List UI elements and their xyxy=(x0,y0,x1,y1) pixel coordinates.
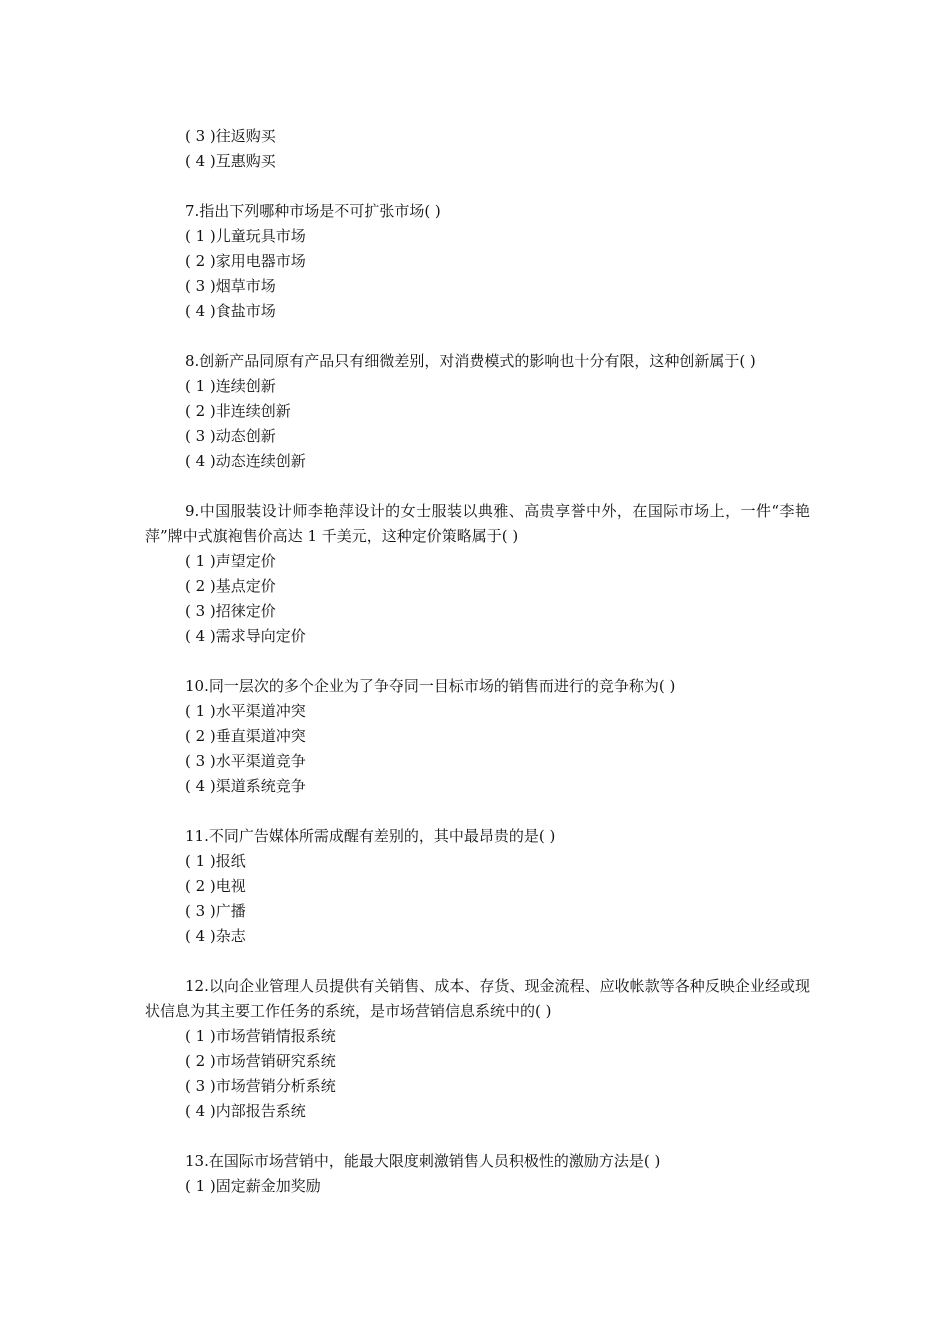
option-line: ( 1 )水平渠道冲突 xyxy=(185,702,306,720)
question-11 xyxy=(145,824,810,949)
option-line: ( 4 )渠道系统竞争 xyxy=(185,777,306,795)
question-stem: 10.同一层次的多个企业为了争夺同一目标市场的销售而进行的竞争称为( ) xyxy=(185,677,676,695)
option-line: ( 2 )非连续创新 xyxy=(185,402,291,420)
option-line: ( 1 )儿童玩具市场 xyxy=(185,227,306,245)
option-line: ( 2 )家用电器市场 xyxy=(185,252,306,270)
spacer xyxy=(145,1124,810,1149)
option-line: ( 1 )固定薪金加奖励 xyxy=(185,1177,321,1195)
question-stem: 9.中国服装设计师李艳萍设计的女士服装以典雅、高贵享誉中外，在国际市场上，一件“李艳萍”牌中式旗袍售价高达 1 千美元，这种定价策略属于( ) xyxy=(145,502,810,545)
option-line: ( 3 )动态创新 xyxy=(185,427,276,445)
option-line: ( 2 )电视 xyxy=(185,877,246,895)
question-12 xyxy=(145,974,810,1124)
option-line: ( 4 )杂志 xyxy=(185,927,246,945)
spacer xyxy=(145,324,810,349)
option-line: ( 1 )市场营销情报系统 xyxy=(185,1027,336,1045)
question-9 xyxy=(145,499,810,649)
spacer xyxy=(145,174,810,199)
option-line: ( 2 )市场营销研究系统 xyxy=(185,1052,336,1070)
question-stem: 11.不同广告媒体所需成醒有差别的，其中最昂贵的是( ) xyxy=(185,827,556,845)
question-stem: 7.指出下列哪种市场是不可扩张市场( ) xyxy=(185,202,441,220)
option-line: ( 4 )需求导向定价 xyxy=(185,627,306,645)
option-line: ( 3 )往返购买 xyxy=(185,127,276,145)
option-line: ( 4 )互惠购买 xyxy=(185,152,276,170)
question-13 xyxy=(145,1149,810,1199)
question-stem: 13.在国际市场营销中，能最大限度刺激销售人员积极性的激励方法是( ) xyxy=(185,1152,661,1170)
question-10 xyxy=(145,674,810,799)
option-line: ( 1 )报纸 xyxy=(185,852,246,870)
question-8 xyxy=(145,349,810,474)
question-stem: 12.以向企业管理人员提供有关销售、成本、存货、现金流程、应收帐款等各种反映企业经或现状信息为其主要工作任务的系统，是市场营销信息系统中的( ) xyxy=(145,977,810,1020)
option-line: ( 2 )基点定价 xyxy=(185,577,276,595)
option-line: ( 3 )广播 xyxy=(185,902,246,920)
spacer xyxy=(145,649,810,674)
spacer xyxy=(145,474,810,499)
document-page xyxy=(145,124,810,1199)
option-line: ( 1 )连续创新 xyxy=(185,377,276,395)
option-line: ( 3 )烟草市场 xyxy=(185,277,276,295)
option-line: ( 4 )内部报告系统 xyxy=(185,1102,306,1120)
option-line: ( 4 )食盐市场 xyxy=(185,302,276,320)
option-line: ( 2 )垂直渠道冲突 xyxy=(185,727,306,745)
option-line: ( 4 )动态连续创新 xyxy=(185,452,306,470)
option-line: ( 3 )水平渠道竞争 xyxy=(185,752,306,770)
question-prev-options xyxy=(145,124,810,174)
question-7 xyxy=(145,199,810,324)
option-line: ( 3 )市场营销分析系统 xyxy=(185,1077,336,1095)
option-line: ( 3 )招徕定价 xyxy=(185,602,276,620)
question-stem: 8.创新产品同原有产品只有细微差别，对消费模式的影响也十分有限，这种创新属于( ) xyxy=(185,352,756,370)
spacer xyxy=(145,799,810,824)
spacer xyxy=(145,949,810,974)
option-line: ( 1 )声望定价 xyxy=(185,552,276,570)
